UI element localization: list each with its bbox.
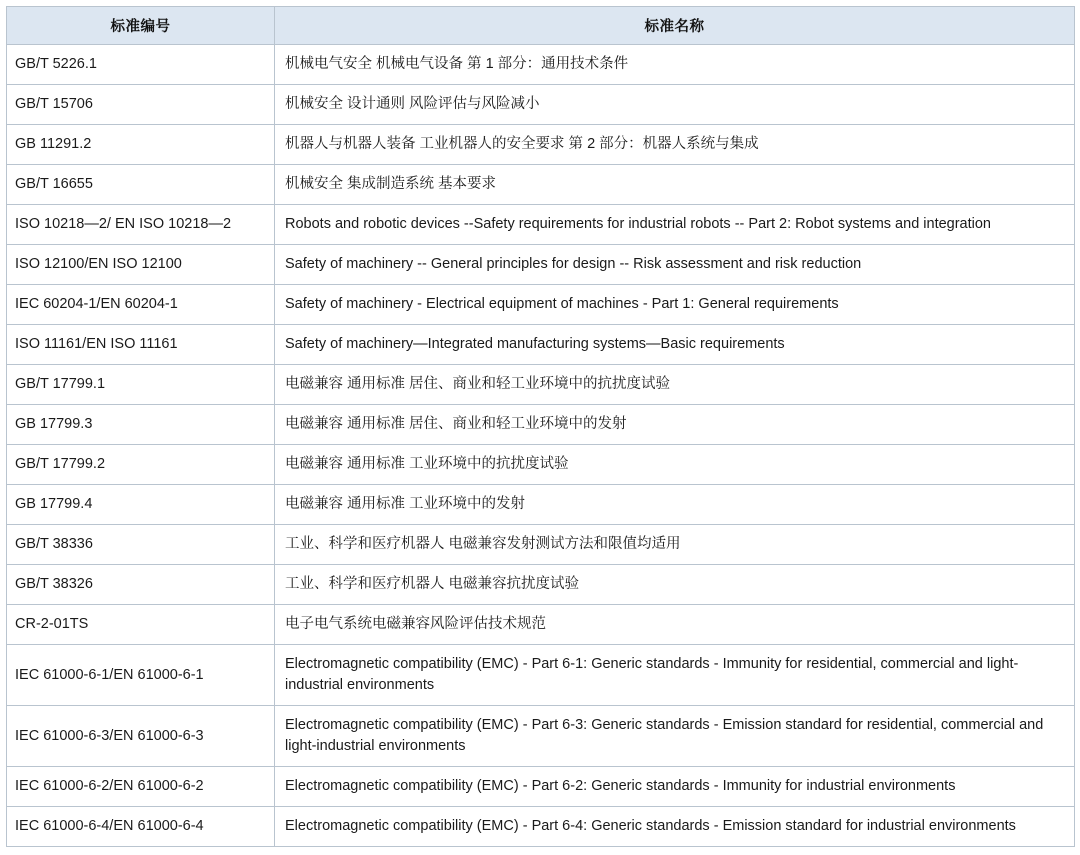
cell-standard-name: 机器人与机器人装备 工业机器人的安全要求 第 2 部分：机器人系统与集成 (275, 125, 1075, 165)
table-row (7, 767, 1075, 807)
table-row (7, 285, 1075, 325)
table-body (7, 45, 1075, 847)
cell-standard-code: GB/T 15706 (7, 85, 275, 125)
cell-standard-name: 机械电气安全 机械电气设备 第 1 部分：通用技术条件 (275, 45, 1075, 85)
cell-standard-name: 机械安全 集成制造系统 基本要求 (275, 165, 1075, 205)
table-row (7, 85, 1075, 125)
table-row (7, 525, 1075, 565)
table-row (7, 565, 1075, 605)
cell-standard-code: IEC 60204-1/EN 60204-1 (7, 285, 275, 325)
cell-standard-name: 机械安全 设计通则 风险评估与风险减小 (275, 85, 1075, 125)
table-header (7, 7, 1075, 45)
table-row (7, 45, 1075, 85)
cell-standard-code: GB/T 17799.2 (7, 445, 275, 485)
cell-standard-code: GB/T 38326 (7, 565, 275, 605)
cell-standard-code: IEC 61000-6-1/EN 61000-6-1 (7, 645, 275, 706)
cell-standard-code: IEC 61000-6-4/EN 61000-6-4 (7, 807, 275, 847)
cell-standard-name: 电磁兼容 通用标准 居住、商业和轻工业环境中的抗扰度试验 (275, 365, 1075, 405)
cell-standard-code: GB/T 17799.1 (7, 365, 275, 405)
cell-standard-name: 工业、科学和医疗机器人 电磁兼容发射测试方法和限值均适用 (275, 525, 1075, 565)
table-row (7, 205, 1075, 245)
cell-standard-code: ISO 12100/EN ISO 12100 (7, 245, 275, 285)
table-row (7, 645, 1075, 706)
cell-standard-code: GB 17799.4 (7, 485, 275, 525)
cell-standard-name: 工业、科学和医疗机器人 电磁兼容抗扰度试验 (275, 565, 1075, 605)
standards-table (6, 6, 1075, 847)
cell-standard-name: Safety of machinery—Integrated manufacturing systems—Basic requirements (275, 325, 1075, 365)
table-row (7, 125, 1075, 165)
cell-standard-code: GB/T 38336 (7, 525, 275, 565)
cell-standard-code: GB/T 16655 (7, 165, 275, 205)
cell-standard-name: Safety of machinery -- General principles for design -- Risk assessment and risk reduction (275, 245, 1075, 285)
table-row (7, 365, 1075, 405)
cell-standard-name: Electromagnetic compatibility (EMC) - Part 6-3: Generic standards - Emission standard for residential, commercial and light-industrial environments (275, 706, 1075, 767)
cell-standard-name: Electromagnetic compatibility (EMC) - Part 6-2: Generic standards - Immunity for industrial environments (275, 767, 1075, 807)
table-row (7, 706, 1075, 767)
table-row (7, 405, 1075, 445)
table-row (7, 325, 1075, 365)
table-row (7, 605, 1075, 645)
cell-standard-name: 电磁兼容 通用标准 工业环境中的抗扰度试验 (275, 445, 1075, 485)
cell-standard-name: 电磁兼容 通用标准 工业环境中的发射 (275, 485, 1075, 525)
column-header-code: 标准编号 (7, 7, 275, 45)
cell-standard-code: GB 17799.3 (7, 405, 275, 445)
cell-standard-code: IEC 61000-6-2/EN 61000-6-2 (7, 767, 275, 807)
cell-standard-code: IEC 61000-6-3/EN 61000-6-3 (7, 706, 275, 767)
cell-standard-code: ISO 10218—2/ EN ISO 10218—2 (7, 205, 275, 245)
cell-standard-code: GB/T 5226.1 (7, 45, 275, 85)
cell-standard-name: Electromagnetic compatibility (EMC) - Part 6-1: Generic standards - Immunity for residential, commercial and light-industrial environments (275, 645, 1075, 706)
cell-standard-code: CR-2-01TS (7, 605, 275, 645)
cell-standard-code: GB 11291.2 (7, 125, 275, 165)
table-row (7, 807, 1075, 847)
cell-standard-name: Safety of machinery - Electrical equipment of machines - Part 1: General requirements (275, 285, 1075, 325)
table-row (7, 245, 1075, 285)
cell-standard-name: 电子电气系统电磁兼容风险评估技术规范 (275, 605, 1075, 645)
cell-standard-name: 电磁兼容 通用标准 居住、商业和轻工业环境中的发射 (275, 405, 1075, 445)
column-header-name: 标准名称 (275, 7, 1075, 45)
cell-standard-name: Electromagnetic compatibility (EMC) - Part 6-4: Generic standards - Emission standard for industrial environments (275, 807, 1075, 847)
cell-standard-code: ISO 11161/EN ISO 11161 (7, 325, 275, 365)
table-header-row (7, 7, 1075, 45)
table-row (7, 165, 1075, 205)
table-row (7, 445, 1075, 485)
cell-standard-name: Robots and robotic devices --Safety requirements for industrial robots -- Part 2: Robot systems and integration (275, 205, 1075, 245)
table-row (7, 485, 1075, 525)
